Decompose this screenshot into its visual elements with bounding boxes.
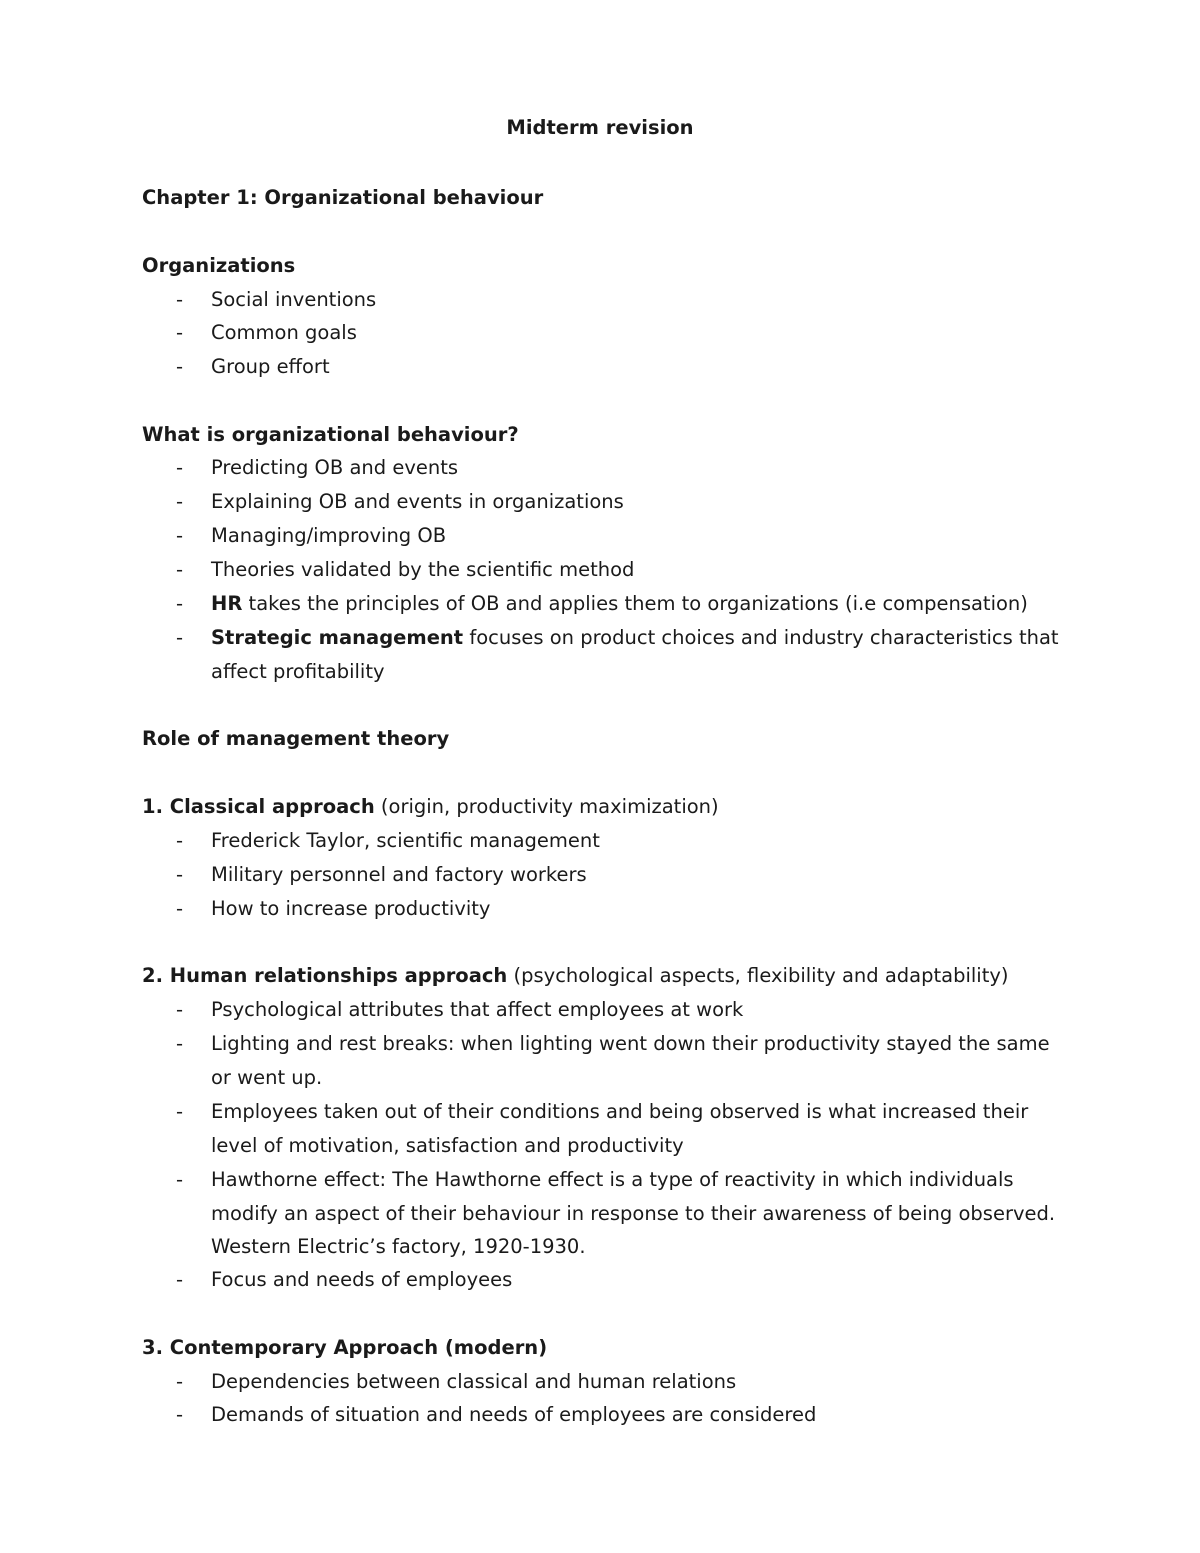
bullet: - xyxy=(176,998,184,1021)
list-item: Explaining OB and events in organizations xyxy=(211,490,624,513)
bullet: - xyxy=(176,897,184,920)
classical-subtitle: (origin, productivity maximization) xyxy=(374,795,719,818)
list-item: Social inventions xyxy=(211,288,377,311)
list-item: Predicting OB and events xyxy=(211,456,459,479)
role-heading: Role of management theory xyxy=(142,727,450,750)
list-item: Group effort xyxy=(211,355,330,378)
list-item: Frederick Taylor, scientific management xyxy=(211,829,600,852)
list-item: Hawthorne effect: The Hawthorne effect is a type of reactivity in which individuals xyxy=(211,1168,1014,1191)
bullet: - xyxy=(176,863,184,886)
bullet: - xyxy=(176,355,184,378)
strategic-term: Strategic management xyxy=(211,626,464,649)
what-is-ob-heading: What is organizational behaviour? xyxy=(142,423,519,446)
bullet: - xyxy=(176,1268,184,1291)
bullet: - xyxy=(176,1168,184,1191)
human-subtitle: (psychological aspects, flexibility and adaptability) xyxy=(507,964,1009,987)
bullet: - xyxy=(176,321,184,344)
list-item: Focus and needs of employees xyxy=(211,1268,513,1291)
contemporary-heading: 3. Contemporary Approach (modern) xyxy=(142,1336,548,1359)
list-item: How to increase productivity xyxy=(211,897,491,920)
list-item-continuation: or went up. xyxy=(211,1066,323,1089)
list-item-continuation: affect profitability xyxy=(211,660,385,683)
human-heading xyxy=(142,959,1009,993)
list-item: Theories validated by the scientific method xyxy=(211,558,635,581)
list-item: Military personnel and factory workers xyxy=(211,863,587,886)
list-item: Employees taken out of their conditions and being observed is what increased their xyxy=(211,1100,1029,1123)
bullet: - xyxy=(176,456,184,479)
hr-term: HR xyxy=(211,592,243,615)
bullet: - xyxy=(176,829,184,852)
bullet: - xyxy=(176,626,184,649)
bullet: - xyxy=(176,592,184,615)
bullet: - xyxy=(176,490,184,513)
bullet: - xyxy=(176,558,184,581)
bullet: - xyxy=(176,1370,184,1393)
page-title: Midterm revision xyxy=(506,116,694,139)
hr-description: takes the principles of OB and applies them to organizations (i.e compensation) xyxy=(242,592,1028,615)
chapter-heading: Chapter 1: Organizational behaviour xyxy=(142,186,544,209)
list-item-hr xyxy=(211,587,1028,621)
list-item-strategic xyxy=(211,621,1059,655)
bullet: - xyxy=(176,1100,184,1123)
list-item: Dependencies between classical and human relations xyxy=(211,1370,737,1393)
bullet: - xyxy=(176,524,184,547)
classical-title: 1. Classical approach xyxy=(142,795,375,818)
organizations-heading: Organizations xyxy=(142,254,296,277)
list-item: Common goals xyxy=(211,321,357,344)
list-item-continuation: modify an aspect of their behaviour in response to their awareness of being observed. xyxy=(211,1202,1056,1225)
list-item-continuation: Western Electric’s factory, 1920-1930. xyxy=(211,1235,586,1258)
bullet: - xyxy=(176,288,184,311)
strategic-description: focuses on product choices and industry characteristics that xyxy=(463,626,1059,649)
classical-heading xyxy=(142,790,719,824)
list-item: Psychological attributes that affect employees at work xyxy=(211,998,744,1021)
bullet: - xyxy=(176,1403,184,1426)
list-item: Lighting and rest breaks: when lighting went down their productivity stayed the same xyxy=(211,1032,1050,1055)
list-item: Managing/improving OB xyxy=(211,524,447,547)
human-title: 2. Human relationships approach xyxy=(142,964,508,987)
bullet: - xyxy=(176,1032,184,1055)
list-item-continuation: level of motivation, satisfaction and productivity xyxy=(211,1134,684,1157)
list-item: Demands of situation and needs of employees are considered xyxy=(211,1403,817,1426)
